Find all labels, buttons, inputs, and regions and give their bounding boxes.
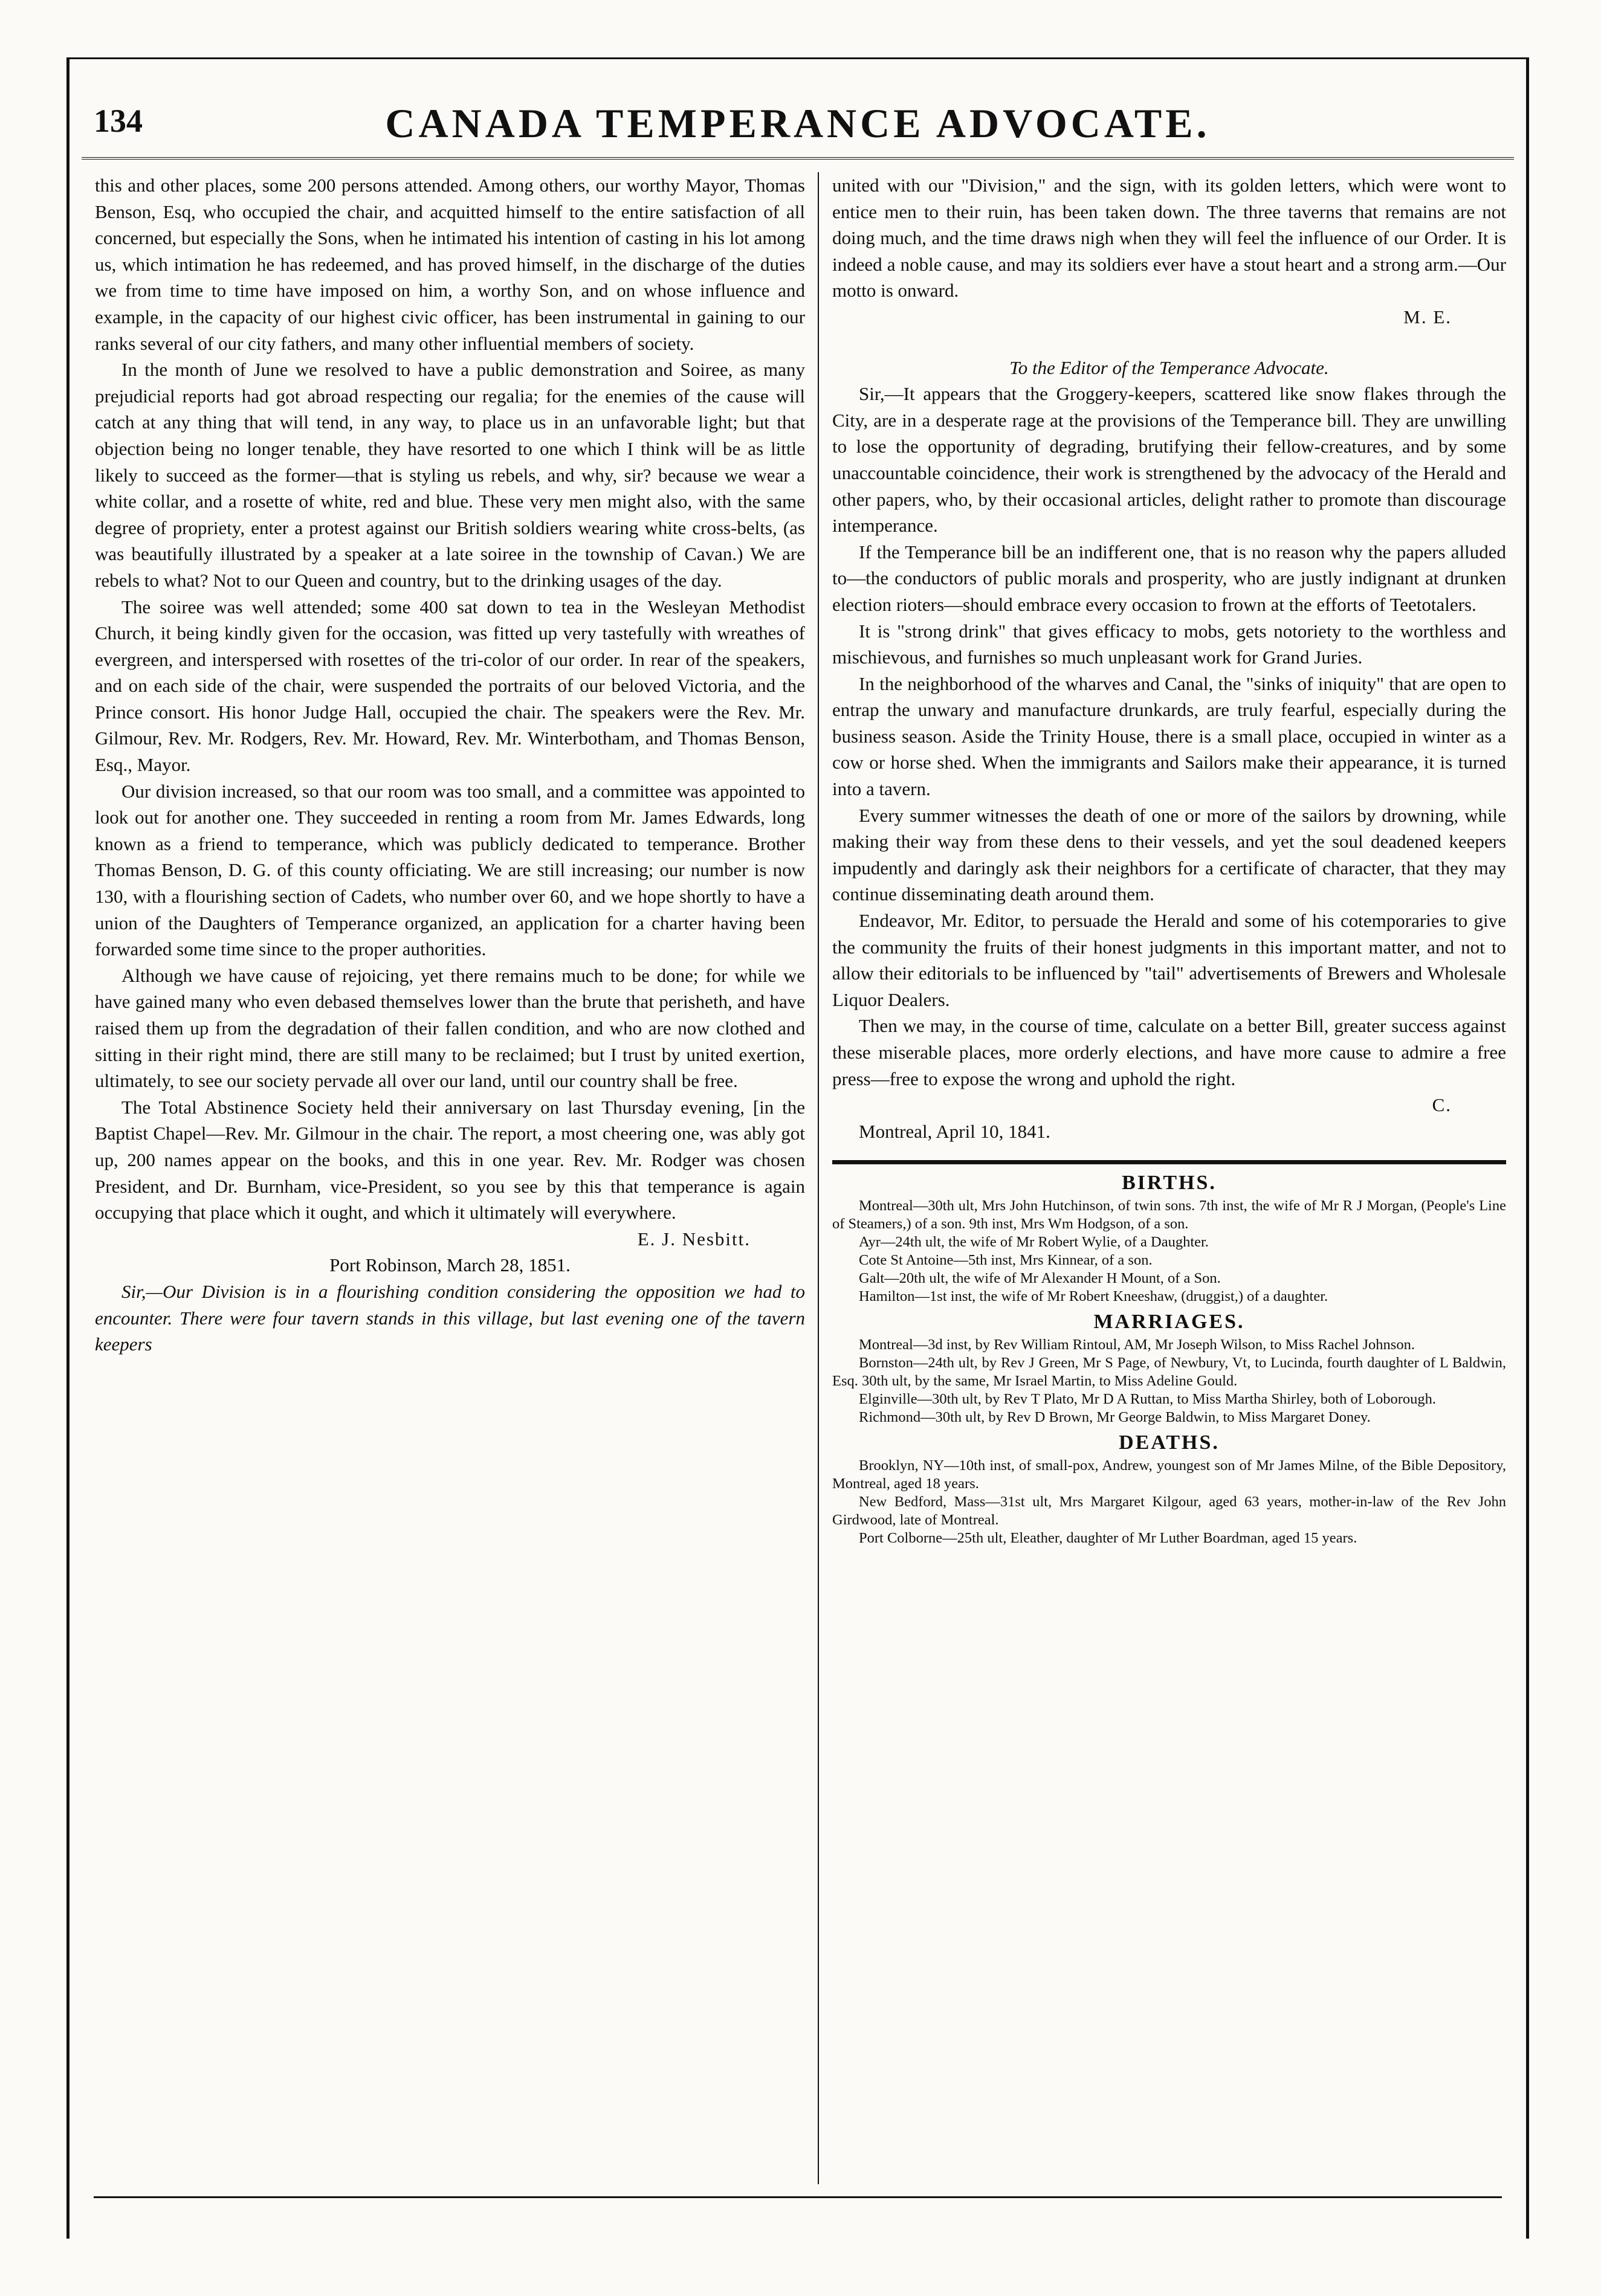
death-notice: Brooklyn, NY—10th inst, of small-pox, Andrew, youngest son of Mr James Milne, of the Bible Depository, Montreal, aged 18 years.	[832, 1457, 1506, 1492]
author-signature: E. J. Nesbitt.	[637, 1228, 751, 1250]
article-paragraph: Our division increased, so that our room was too small, and a committee was appointed to look out for another one. They succeeded in renting a room from Mr. James Edwards, long known as a friend to temperance, which was publicly dedicated to temperance. Brother Thomas Benson, D. G. of this county officiating. We are still increasing; our number is now 130, with a flourishing section of Cadets, who number over 60, and we hope shortly to have a union of the Daughters of Temperance organized, an application for a charter having been forwarded some time since to the proper authorities.	[95, 780, 805, 960]
article-paragraph: Every summer witnesses the death of one or more of the sailors by drowning, while making their way from these dens to their vessels, and yet the soul deadened keepers impudently and daringly ask their neighbors for a certificate of character, that they may continue disseminating death around them.	[832, 804, 1506, 905]
article-paragraph: It is "strong drink" that gives efficacy to mobs, gets notoriety to the worthless and mischievous, and furnishes so much unpleasant work for Grand Juries.	[832, 620, 1506, 668]
newspaper-page	[66, 57, 1529, 2239]
right-column	[832, 172, 1506, 1547]
deaths-heading: DEATHS.	[1119, 1431, 1220, 1454]
dateline: Port Robinson, March 28, 1851.	[329, 1254, 571, 1276]
article-paragraph: The Total Abstinence Society held their anniversary on last Thursday evening, [in the Baptist Chapel—Rev. Mr. Gilmour in the chair. The report, a most cheering one, was ably got up, 200 names appear on the books, and this in one year. Rev. Mr. Rodger was chosen President, and Dr. Burnham, vice-President, so you see by this that temperance is again occupying that place which it ought, and which it ultimately will everywhere.	[95, 1096, 805, 1224]
article-paragraph: this and other places, some 200 persons attended. Among others, our worthy Mayor, Thomas Benson, Esq, who occupied the chair, and acquitted himself to the entire satisfaction of all concerned, but especially the Sons, when he intimated his intention of casting in his lot among us, which intimation he has redeemed, and has proved himself, in the discharge of the duties we from time to time have imposed on him, a worthy Son, and on whose influence and example, in the capacity of our highest civic officer, has been instrumental in gaining to our ranks several of our city fathers, and many other influential members of society.	[95, 175, 805, 354]
header-rule	[82, 157, 1514, 160]
article-paragraph: In the neighborhood of the wharves and Canal, the "sinks of iniquity" that are open to entrap the unwary and manufacture drunkards, are truly fearful, especially during the business season. Aside the Trinity House, there is a small place, occupied in winter as a cow or horse shed. When the immigrants and Sailors make their appearance, it is turned into a tavern.	[832, 672, 1506, 800]
bottom-rule	[94, 2196, 1502, 2198]
dateline: Montreal, April 10, 1841.	[859, 1120, 1050, 1142]
birth-notice: Hamilton—1st inst, the wife of Mr Robert Kneeshaw, (druggist,) of a daughter.	[859, 1288, 1328, 1305]
page-number: 134	[94, 103, 143, 139]
left-column	[95, 172, 805, 1358]
birth-notice: Galt—20th ult, the wife of Mr Alexander H Mount, of a Son.	[859, 1270, 1221, 1287]
births-heading: BIRTHS.	[1122, 1172, 1217, 1195]
author-signature: M. E.	[1403, 306, 1452, 327]
notices-rule	[832, 1160, 1506, 1164]
column-divider	[818, 172, 819, 2184]
author-signature: C.	[1432, 1094, 1452, 1116]
marriage-notice: Bornston—24th ult, by Rev J Green, Mr S Page, of Newbury, Vt, to Lucinda, fourth daughter of L Baldwin, Esq. 30th ult, by the same, Mr Israel Martin, to Miss Adeline Gould.	[832, 1355, 1506, 1390]
article-paragraph: Then we may, in the course of time, calculate on a better Bill, greater success against these miserable places, more orderly elections, and have more cause to admire a free press—free to expose the wrong and uphold the right.	[832, 1015, 1506, 1089]
marriage-notice: Elginville—30th ult, by Rev T Plato, Mr D A Ruttan, to Miss Martha Shirley, both of Loborough.	[859, 1391, 1437, 1408]
article-paragraph: Sir,—It appears that the Groggery-keepers, scattered like snow flakes through the City, are in a desperate rage at the provisions of the Temperance bill. They are unwilling to lose the opportunity of degrading, brutifying their fellow-creatures, and by some unaccountable coincidence, their work is strengthened by the advocacy of the Herald and other papers, who, by their occasional articles, delight rather to promote than discourage intemperance.	[832, 383, 1506, 537]
article-paragraph: If the Temperance bill be an indifferent one, that is no reason why the papers alluded to—the conductors of public morals and prosperity, who are justly indignant at drunken election rioters—should embrace every occasion to frown at the efforts of Teetotalers.	[832, 541, 1506, 615]
birth-notice: Ayr—24th ult, the wife of Mr Robert Wylie, of a Daughter.	[859, 1234, 1209, 1251]
marriage-notice: Montreal—3d inst, by Rev William Rintoul, AM, Mr Joseph Wilson, to Miss Rachel Johnson.	[859, 1337, 1415, 1353]
article-paragraph: Although we have cause of rejoicing, yet there remains much to be done; for while we have gained many who even debased themselves lower than the brute that perisheth, and have raised them up from the degradation of their fallen condition, and who are now clothed and sitting in their right mind, there are still many to be reclaimed; but I trust by united exertion, ultimately, to see our society pervade all over our land, until our country shall be free.	[95, 964, 805, 1092]
article-paragraph: Endeavor, Mr. Editor, to persuade the Herald and some of his cotemporaries to give the community the fruits of their honest judgments in this important matter, and not to allow their editorials to be influenced by "tail" advertisements of Brewers and Wholesale Liquor Dealers.	[832, 910, 1506, 1010]
masthead-title: CANADA TEMPERANCE ADVOCATE.	[385, 100, 1211, 146]
death-notice: Port Colborne—25th ult, Eleather, daughter of Mr Luther Boardman, aged 15 years.	[859, 1530, 1357, 1547]
birth-notice: Cote St Antoine—5th inst, Mrs Kinnear, of a son.	[859, 1252, 1153, 1269]
article-paragraph: united with our "Division," and the sign, with its golden letters, which were wont to entice men to their ruin, has been taken down. The three taverns that remains are not doing much, and the time draws nigh when they will feel the influence of our Order. It is indeed a noble cause, and may its soldiers ever have a stout heart and a strong arm.—Our motto is onward.	[832, 175, 1506, 302]
marriages-heading: MARRIAGES.	[1093, 1311, 1245, 1333]
death-notice: New Bedford, Mass—31st ult, Mrs Margaret Kilgour, aged 63 years, mother-in-law of the Rev John Girdwood, late of Montreal.	[832, 1494, 1506, 1529]
page-header	[94, 94, 1502, 160]
article-paragraph: The soiree was well attended; some 400 sat down to tea in the Wesleyan Methodist Church, it being kindly given for the occasion, was fitted up very tastefully with wreathes of evergreen, and interspersed with rosettes of the tri-color of our order. In rear of the speakers, and on each side of the chair, were suspended the portraits of our beloved Victoria, and the Prince consort. His honor Judge Hall, occupied the chair. The speakers were the Rev. Mr. Gilmour, Rev. Mr. Rodgers, Rev. Mr. Howard, Rev. Mr. Winterbotham, and Thomas Benson, Esq., Mayor.	[95, 596, 805, 776]
article-paragraph: Sir,—Our Division is in a flourishing condition considering the opposition we had to encounter. There were four tavern stands in this village, but last evening one of the tavern keepers	[95, 1280, 805, 1355]
marriage-notice: Richmond—30th ult, by Rev D Brown, Mr George Baldwin, to Miss Margaret Doney.	[859, 1409, 1371, 1426]
article-paragraph: In the month of June we resolved to have a public demonstration and Soiree, as many prejudicial reports had got abroad respecting our regalia; for the enemies of the cause will catch at any thing that will tend, in any way, to place us in an unfavorable light; but that objection being no longer tenable, they have resorted to one which I think will be as little likely to succeed as the former—that is styling us rebels, and why, sir? because we wear a white collar, and a rosette of white, red and blue. These very men might also, with the same degree of propriety, enter a protest against our British soldiers wearing white cross-belts, (as was beautifully illustrated by a speaker at a late soiree in the township of Cavan.) We are rebels to what? Not to our Queen and country, but to the drinking usages of the day.	[95, 359, 805, 591]
birth-notice: Montreal—30th ult, Mrs John Hutchinson, of twin sons. 7th inst, the wife of Mr R J Morgan, (People's Line of Steamers,) of a son. 9th inst, Mrs Wm Hodgson, of a son.	[832, 1198, 1506, 1233]
letter-heading: To the Editor of the Temperance Advocate.	[1009, 356, 1329, 378]
